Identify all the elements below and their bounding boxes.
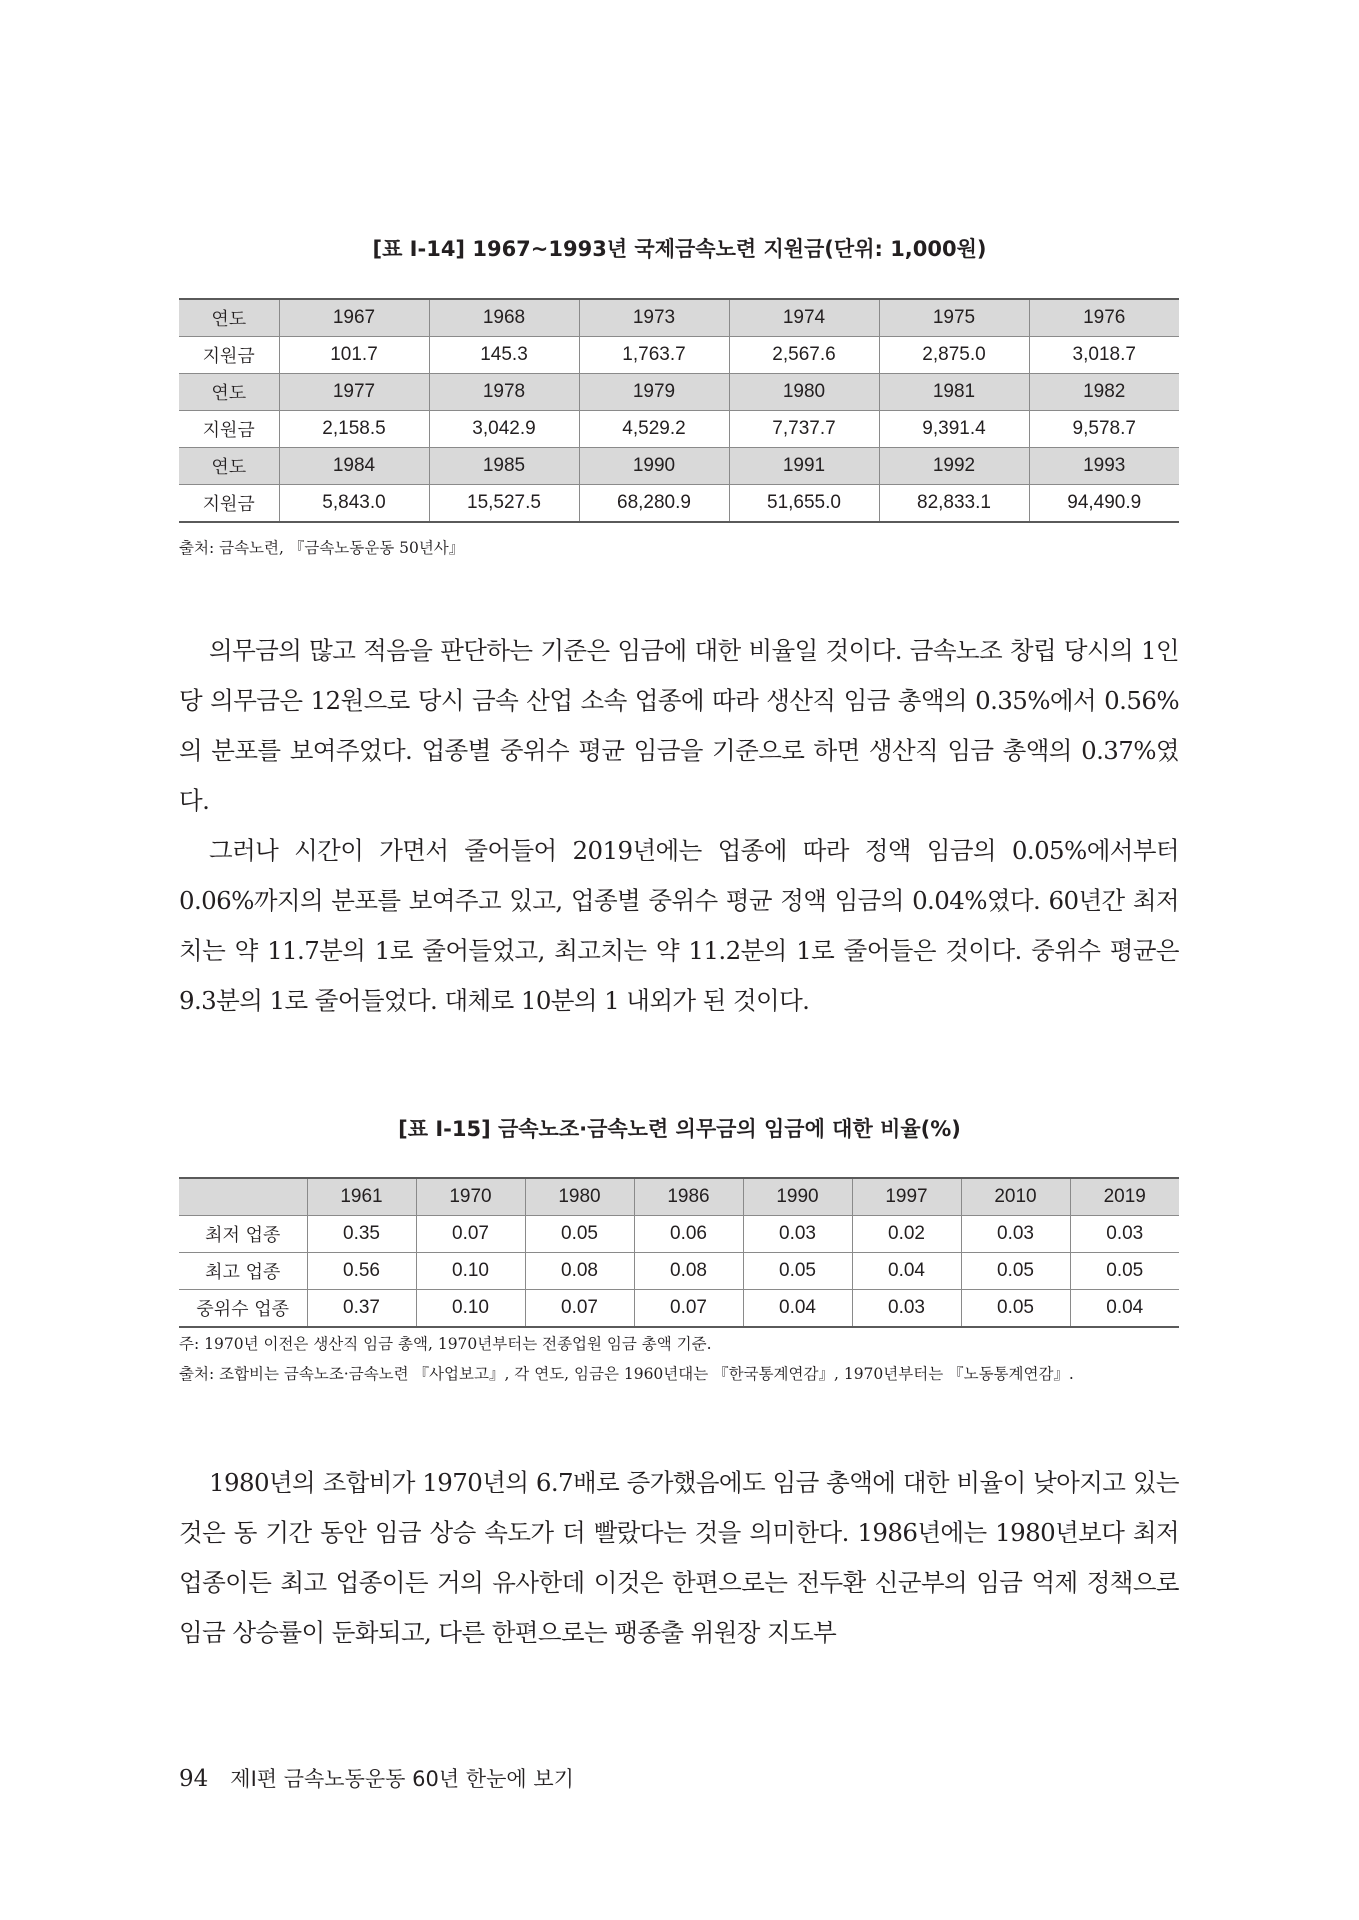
year-cell: 1990: [579, 448, 729, 485]
header-blank-cell: [179, 1178, 307, 1216]
amount-cell: 51,655.0: [729, 485, 879, 523]
ratio-cell: 0.08: [525, 1253, 634, 1290]
page-number: 94: [179, 1766, 209, 1792]
row-label: 최저 업종: [205, 1225, 281, 1246]
table15-caption: [표 Ⅰ-15] 금속노조·금속노련 의무금의 임금에 대한 비율(%): [398, 1117, 961, 1141]
row-label-amount: 지원금: [202, 494, 255, 515]
year-header-cell: 1986: [634, 1178, 743, 1216]
amount-cell: 15,527.5: [429, 485, 579, 523]
year-cell: 1978: [429, 374, 579, 411]
amount-cell: 5,843.0: [279, 485, 429, 523]
ratio-cell: 0.04: [1070, 1290, 1179, 1328]
table15-source: 출처: 조합비는 금속노조·금속노련 『사업보고』, 각 연도, 임금은 1960년대는 『한국통계연감』, 1970년부터는 『노동통계연감』.: [179, 1365, 1074, 1383]
ratio-cell: 0.07: [525, 1290, 634, 1328]
table14: [179, 298, 1179, 523]
ratio-cell: 0.10: [416, 1253, 525, 1290]
row-label-amount: 지원금: [202, 420, 255, 441]
amount-cell: 68,280.9: [579, 485, 729, 523]
ratio-cell: 0.04: [852, 1253, 961, 1290]
ratio-cell: 0.03: [961, 1216, 1070, 1253]
ratio-cell: 0.10: [416, 1290, 525, 1328]
ratio-cell: 0.05: [961, 1290, 1070, 1328]
row-label-year: 연도: [179, 374, 279, 411]
page-footer: [179, 1763, 574, 1793]
table15: [179, 1177, 1179, 1328]
row-label-year: 연도: [179, 448, 279, 485]
ratio-cell: 0.05: [743, 1253, 852, 1290]
year-header-cell: 2019: [1070, 1178, 1179, 1216]
row-label: 중위수 업종: [196, 1299, 290, 1320]
ratio-cell: 0.06: [634, 1216, 743, 1253]
year-cell: 1991: [729, 448, 879, 485]
table15-row-highest: [179, 1253, 1179, 1290]
amount-cell: 94,490.9: [1029, 485, 1179, 523]
year-header-cell: 2010: [961, 1178, 1070, 1216]
ratio-cell: 0.02: [852, 1216, 961, 1253]
amount-cell: 9,391.4: [879, 411, 1029, 448]
amount-cell: 4,529.2: [579, 411, 729, 448]
ratio-cell: 0.03: [852, 1290, 961, 1328]
row-label-year: 연도: [179, 299, 279, 337]
table14-year-row: [179, 374, 1179, 411]
year-cell: 1976: [1029, 299, 1179, 337]
section-title: 제Ⅰ편 금속노동운동 60년 한눈에 보기: [230, 1767, 574, 1791]
ratio-cell: 0.03: [743, 1216, 852, 1253]
year-cell: 1974: [729, 299, 879, 337]
ratio-cell: 0.05: [1070, 1253, 1179, 1290]
ratio-cell: 0.04: [743, 1290, 852, 1328]
body-paragraph: 의무금의 많고 적음을 판단하는 기준은 임금에 대한 비율일 것이다. 금속노조 창립 당시의 1인당 의무금은 12원으로 당시 금속 산업 소속 업종에 따라 생산직 임금 총액의 0.35%에서 0.56%의 분포를 보여주었다. 업종별 중위수 평균 임금을 기준으로 하면 생산직 임금 총액의 0.37%였다.: [179, 636, 1179, 815]
year-cell: 1992: [879, 448, 1029, 485]
table14-amount-row: [179, 411, 1179, 448]
year-header-cell: 1961: [307, 1178, 416, 1216]
row-label: 최고 업종: [205, 1262, 281, 1283]
body-paragraph: 1980년의 조합비가 1970년의 6.7배로 증가했음에도 임금 총액에 대한 비율이 낮아지고 있는 것은 동 기간 동안 임금 상승 속도가 더 빨랐다는 것을 의미한다. 1986년에는 1980년보다 최저 업종이든 최고 업종이든 거의 유사한데 이것은 한편으로는 전두환 신군부의 임금 억제 정책으로 임금 상승률이 둔화되고, 다른 한편으로는 팽종출 위원장 지도부: [179, 1468, 1179, 1647]
table14-caption: [표 Ⅰ-14] 1967~1993년 국제금속노련 지원금(단위: 1,000원): [372, 237, 987, 261]
ratio-cell: 0.07: [634, 1290, 743, 1328]
ratio-cell: 0.05: [961, 1253, 1070, 1290]
ratio-cell: 0.05: [525, 1216, 634, 1253]
table14-source: 출처: 금속노련, 『금속노동운동 50년사』: [179, 539, 465, 557]
table15-note: 주: 1970년 이전은 생산직 임금 총액, 1970년부터는 전종업원 임금 총액 기준.: [179, 1335, 712, 1353]
row-label-amount: 지원금: [202, 346, 255, 367]
amount-cell: 101.7: [279, 337, 429, 374]
amount-cell: 9,578.7: [1029, 411, 1179, 448]
year-header-cell: 1997: [852, 1178, 961, 1216]
year-cell: 1967: [279, 299, 429, 337]
year-cell: 1979: [579, 374, 729, 411]
amount-cell: 82,833.1: [879, 485, 1029, 523]
year-header-cell: 1990: [743, 1178, 852, 1216]
table15-header-row: [179, 1178, 1179, 1216]
ratio-cell: 0.03: [1070, 1216, 1179, 1253]
year-cell: 1982: [1029, 374, 1179, 411]
year-cell: 1993: [1029, 448, 1179, 485]
table14-year-row: [179, 299, 1179, 337]
table15-row-lowest: [179, 1216, 1179, 1253]
ratio-cell: 0.07: [416, 1216, 525, 1253]
ratio-cell: 0.08: [634, 1253, 743, 1290]
amount-cell: 3,042.9: [429, 411, 579, 448]
amount-cell: 7,737.7: [729, 411, 879, 448]
table14-year-row: [179, 448, 1179, 485]
amount-cell: 2,158.5: [279, 411, 429, 448]
year-header-cell: 1970: [416, 1178, 525, 1216]
amount-cell: 3,018.7: [1029, 337, 1179, 374]
year-cell: 1985: [429, 448, 579, 485]
year-cell: 1981: [879, 374, 1029, 411]
ratio-cell: 0.37: [307, 1290, 416, 1328]
year-cell: 1980: [729, 374, 879, 411]
table14-amount-row: [179, 337, 1179, 374]
table15-row-median: [179, 1290, 1179, 1328]
year-cell: 1968: [429, 299, 579, 337]
year-header-cell: 1980: [525, 1178, 634, 1216]
amount-cell: 1,763.7: [579, 337, 729, 374]
table14-amount-row: [179, 485, 1179, 523]
amount-cell: 145.3: [429, 337, 579, 374]
year-cell: 1977: [279, 374, 429, 411]
amount-cell: 2,875.0: [879, 337, 1029, 374]
ratio-cell: 0.56: [307, 1253, 416, 1290]
ratio-cell: 0.35: [307, 1216, 416, 1253]
body-paragraph: 그러나 시간이 가면서 줄어들어 2019년에는 업종에 따라 정액 임금의 0.05%에서부터 0.06%까지의 분포를 보여주고 있고, 업종별 중위수 평균 정액 임금의 0.04%였다. 60년간 최저치는 약 11.7분의 1로 줄어들었고, 최고치는 약 11.2분의 1로 줄어들은 것이다. 중위수 평균은 9.3분의 1로 줄어들었다. 대체로 10분의 1 내외가 된 것이다.: [179, 836, 1179, 1015]
year-cell: 1975: [879, 299, 1029, 337]
year-cell: 1984: [279, 448, 429, 485]
amount-cell: 2,567.6: [729, 337, 879, 374]
year-cell: 1973: [579, 299, 729, 337]
